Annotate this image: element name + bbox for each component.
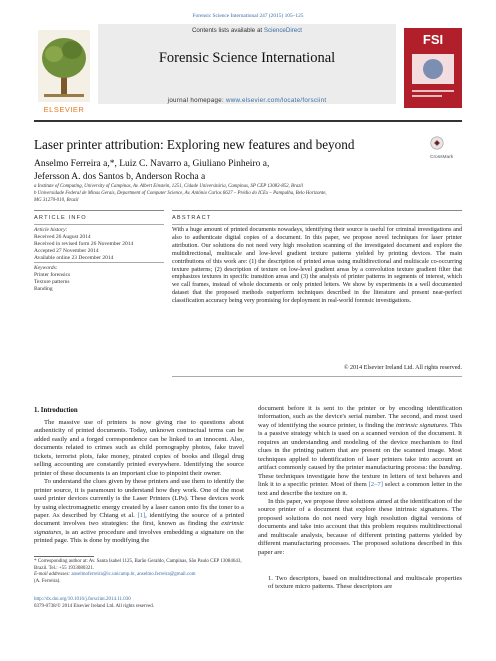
doi-block [34,597,294,610]
crossmark-badge[interactable] [430,136,462,162]
abstract-text: With a huge amount of printed documents nowadays, identifying their source is useful for criminal investigations and also to authenticate digital copies of a document. In this paper, we propose novel techniques for laser printer attribution. Our solutions do not need very high resolution scanning of the investigated document and explore the multidirectional, multiscale and low-level gradient texture patterns yielded by printing devices. The main contributions of this work are: (1) the description of printed areas using multidirectional and multiscale co-occurring texture patterns; (2) description of texture on low-level gradient areas by a convolution texture gradient filter that emphasizes textures in specific transition areas and (3) the analysis of printer patterns in segments of interest, which we call frames, instead of whole documents or only printed letters. We show by experiments in a well documented dataset that the proposed methods outperform techniques described in the literature and present near-perfect classification accuracy being very promising for deployment in real-world forensic investigations. [172,227,462,305]
history-online: Available online 23 December 2014 [34,255,114,261]
r1-emphasis: intrinsic signatures [395,421,447,429]
affiliation-b-line-1: b Universidade Federal de Minas Gerais, Department of Computer Science, Av. Antônio Carlos 6627 – Prédio do ICEx – Pampulha, Belo Horizonte, [34,190,327,196]
contents-prefix: Contents lists available at [191,27,264,34]
publisher-name: ELSEVIER [43,105,85,114]
contribution-list-item-1: 1. Two descriptors, based on multidirectional and multiscale properties of texture micro patterns. These descriptors are [268,575,462,591]
r1-emphasis-2: banding [438,464,461,472]
email-line [34,572,244,579]
footnote-rule [34,556,94,557]
authors-line-1: Anselmo Ferreira a,*, Luiz C. Navarro a, Giuliano Pinheiro a, [34,159,270,169]
intro-paragraph-3: In this paper, we propose three solutions aimed at the identification of the source printer of a document that explore these intrinsic signatures. The proposed solutions do not need very high resolution digital versions of documents and take into account that this problem requires multidirectional and multiscale analysis, because of different printing patterns yielded by different manufacturing processes. The proposed solutions described in this paper are: [258,497,463,556]
abstract-top-rule [172,210,462,211]
affiliation-b-line-2: MG 31270-010, Brazil [34,197,79,203]
cover-title: FSI [422,32,444,47]
corresponding-author-note: * Corresponding author at: Av. Santa Isabel 1125, Barão Geraldo, Campinas, São Paulo CEP 13084643, Brazil. Tel.: +55 1933080321. [34,559,242,571]
abstract-sub-rule [172,224,462,225]
intro-paragraph-1: The massive use of printers is now giving rise to questions about authenticity of printed documents. Today, unknown contractual terms can be added easily and a forged correspondence can be linked to an innocent. Also, documents related to crimes such as child pornography photos, fake travel tickets, terrorist plots, fake money, pirated copies of books and illegal drug selling accounting are constantly printed everywhere. Identifying the source printer of these documents is an important clue to pinpoint their owner. [34,419,244,477]
affiliation-a: a Institute of Computing, University of Campinas, Av. Albert Einstein, 1251, Cidade Universitária, Campinas, SP CEP 13083-852, Brazil [34,184,303,189]
email-suffix: (A. Ferreira). [34,578,61,584]
history-label: Article history: [34,227,68,233]
contents-line [98,27,396,34]
body-column-right [258,405,462,557]
doi-link[interactable]: http://dx.doi.org/10.1016/j.forsciint.2014.11.030 [34,597,131,602]
p2-text-b: , identifying the source of a printed document involves two strategies: the first, known as finding the [34,511,244,528]
r1-text-c: . These techniques investigate how the texture in letters of text behaves and link it to a specific printer. Most of them [258,464,462,489]
intro-paragraph-continued [258,405,462,498]
section-heading-introduction: 1. Introduction [34,407,78,414]
crossmark-icon [430,136,444,150]
article-info-heading: ARTICLE INFO [34,215,87,221]
keywords-block [34,265,164,293]
journal-reference: Forensic Science International 247 (2015) 105–125 [192,13,304,19]
email-links[interactable]: anselmoferreira@ic.unicamp.br, anselmo.ferreira@gmail.com [71,572,196,578]
journal-masthead [34,24,462,116]
intro-paragraph-2 [34,478,244,546]
keyword-item: Banding [34,286,53,292]
header-rule [34,120,462,122]
issn-line: 0379-0738/© 2014 Elsevier Ireland Ltd. All rights reserved. [34,603,155,609]
r1-text-b: . This is a passive strategy which is used on a scanned version of the document. It requires an understanding and modeling of the device mechanism to find clues in the printing pattern that are present on the scanned image. Most techniques applied to identification of laser printers take into account an artifact commonly caused by the printer manufacturing process: the [258,421,462,472]
r1-text-a: document before it is sent to the printer or by encoding identification information, such as the device's serial number. The second, and most used way of identifying the source printer, is finding the [258,405,462,429]
abstract-bottom-rule [172,376,462,377]
r1-text-d: select a common letter in the text and describe the texture on it. [258,481,462,497]
journal-homepage [98,97,396,104]
p2-emphasis: extrinsic signatures [34,520,244,536]
article-title: Laser printer attribution: Exploring new features and beyond [34,137,355,152]
author-list [34,158,364,183]
email-label: E-mail addresses: [34,572,72,578]
article-info-top-rule [34,210,164,211]
citation-link[interactable]: [1] [137,511,146,519]
crossmark-label: CrossMark [430,155,454,160]
elsevier-tree-logo-icon [34,28,94,104]
p2-text-a: To understand the clues given by these printers and use them to identify the printer source, it is paramount to understand how they work. One of the most used printer devices currently is the Laser Printers (LPs). These devices work by using electromagnetic energy created by a laser canon onto fix the toner to a paper. As described by Chiang et al. [34,478,244,519]
sciencedirect-link[interactable]: ScienceDirect [263,27,303,34]
footnote [34,559,244,585]
affiliations [34,184,462,204]
keyword-item: Texture patterns [34,279,70,285]
keywords-label: Keywords: [34,265,58,271]
abstract-heading: ABSTRACT [172,215,212,221]
homepage-prefix: journal homepage: [167,97,227,104]
masthead-band [98,24,396,104]
homepage-link[interactable]: www.elsevier.com/locate/forsciint [226,97,327,104]
journal-title: Forensic Science International [158,50,336,66]
history-accepted: Accepted 27 November 2014 [34,248,99,254]
history-received: Received 26 August 2014 [34,234,91,240]
article-info-sub-rule [34,224,164,225]
keyword-item: Printer forensics [34,272,71,278]
p2-text-c: , is an active procedure and involves embedding a signature on the printed page. This is done by modifying the [34,528,244,545]
journal-cover-thumbnail [404,28,462,108]
keywords-rule [34,262,164,263]
body-column-left [34,419,244,546]
history-revised: Received in revised form 26 November 2014 [34,241,134,247]
citation-link[interactable]: [2–7] [368,481,383,489]
authors-line-2: Jefersson A. dos Santos b, Anderson Rocha a [34,171,206,182]
abstract-copyright: © 2014 Elsevier Ireland Ltd. All rights reserved. [343,365,462,371]
article-history [34,227,164,262]
